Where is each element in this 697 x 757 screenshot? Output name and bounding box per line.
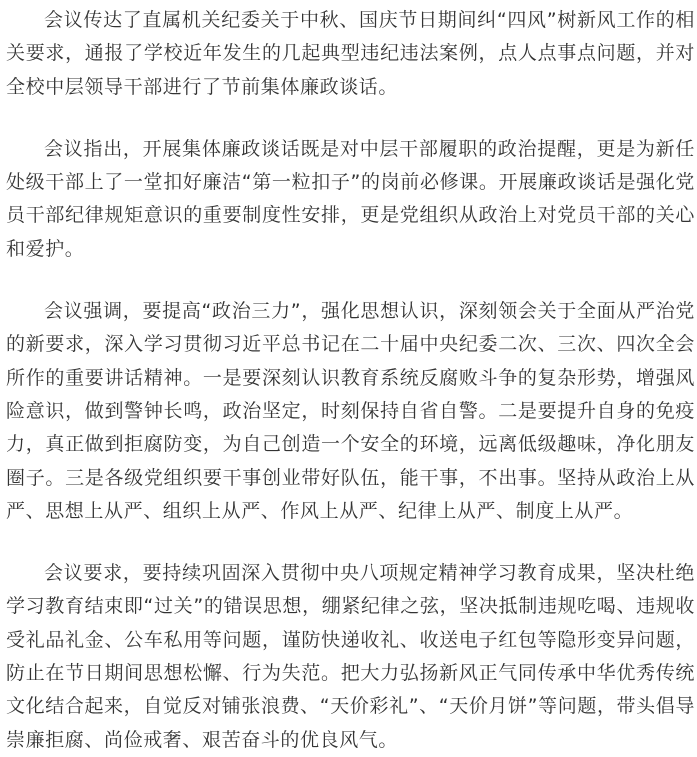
paragraph-emphasized: 会议强调，要提高“政治三力”，强化思想认识，深刻领会关于全面从严治党的新要求，深入学习贯彻习近平总书记在二十届中央纪委二次、三次、四次全会所作的重要讲话精神。一是要深刻认识教育系统反腐败斗争的复杂形势，增强风险意识，做到警钟长鸣，政治坚定，时刻保持自省自警。二是要提升自身的免疫力，真正做到拒腐防变，为自己创造一个安全的环境，远离低级趣味，净化朋友圈子。三是各级党组织要干事创业带好队伍，能干事，不出事。坚持从政治上从严、思想上从严、组织上从严、作风上从严、纪律上从严、制度上从严。: [6, 300, 695, 522]
paragraph-requirements: 会议要求，要持续巩固深入贯彻中央八项规定精神学习教育成果，坚决杜绝学习教育结束即“过关”的错误思想，绷紧纪律之弦，坚决抵制违规吃喝、违规收受礼品礼金、公车私用等问题，谨防快递收礼、收送电子红包等隐形变异问题，防止在节日期间思想松懈、行为失范。把大力弘扬新风正气同传承中华优秀传统文化结合起来，自觉反对铺张浪费、“天价彩礼”、“天价月饼”等问题，带头倡导崇廉拒腐、尚俭戒奢、艰苦奋斗的优良风气。: [6, 562, 695, 751]
paragraph-pointed-out: 会议指出，开展集体廉政谈话既是对中层干部履职的政治提醒，更是为新任处级干部上了一堂扣好廉洁“第一粒扣子”的岗前必修课。开展廉政谈话是强化党员干部纪律规矩意识的重要制度性安排，更是党组织从政治上对党员干部的关心和爱护。: [6, 137, 695, 260]
paragraph-notice: 会议传达了直属机关纪委关于中秋、国庆节日期间纠“四风”树新风工作的相关要求，通报了学校近年发生的几起典型违纪违法案例，点人点事点问题，并对全校中层领导干部进行了节前集体廉政谈话。: [6, 9, 695, 98]
